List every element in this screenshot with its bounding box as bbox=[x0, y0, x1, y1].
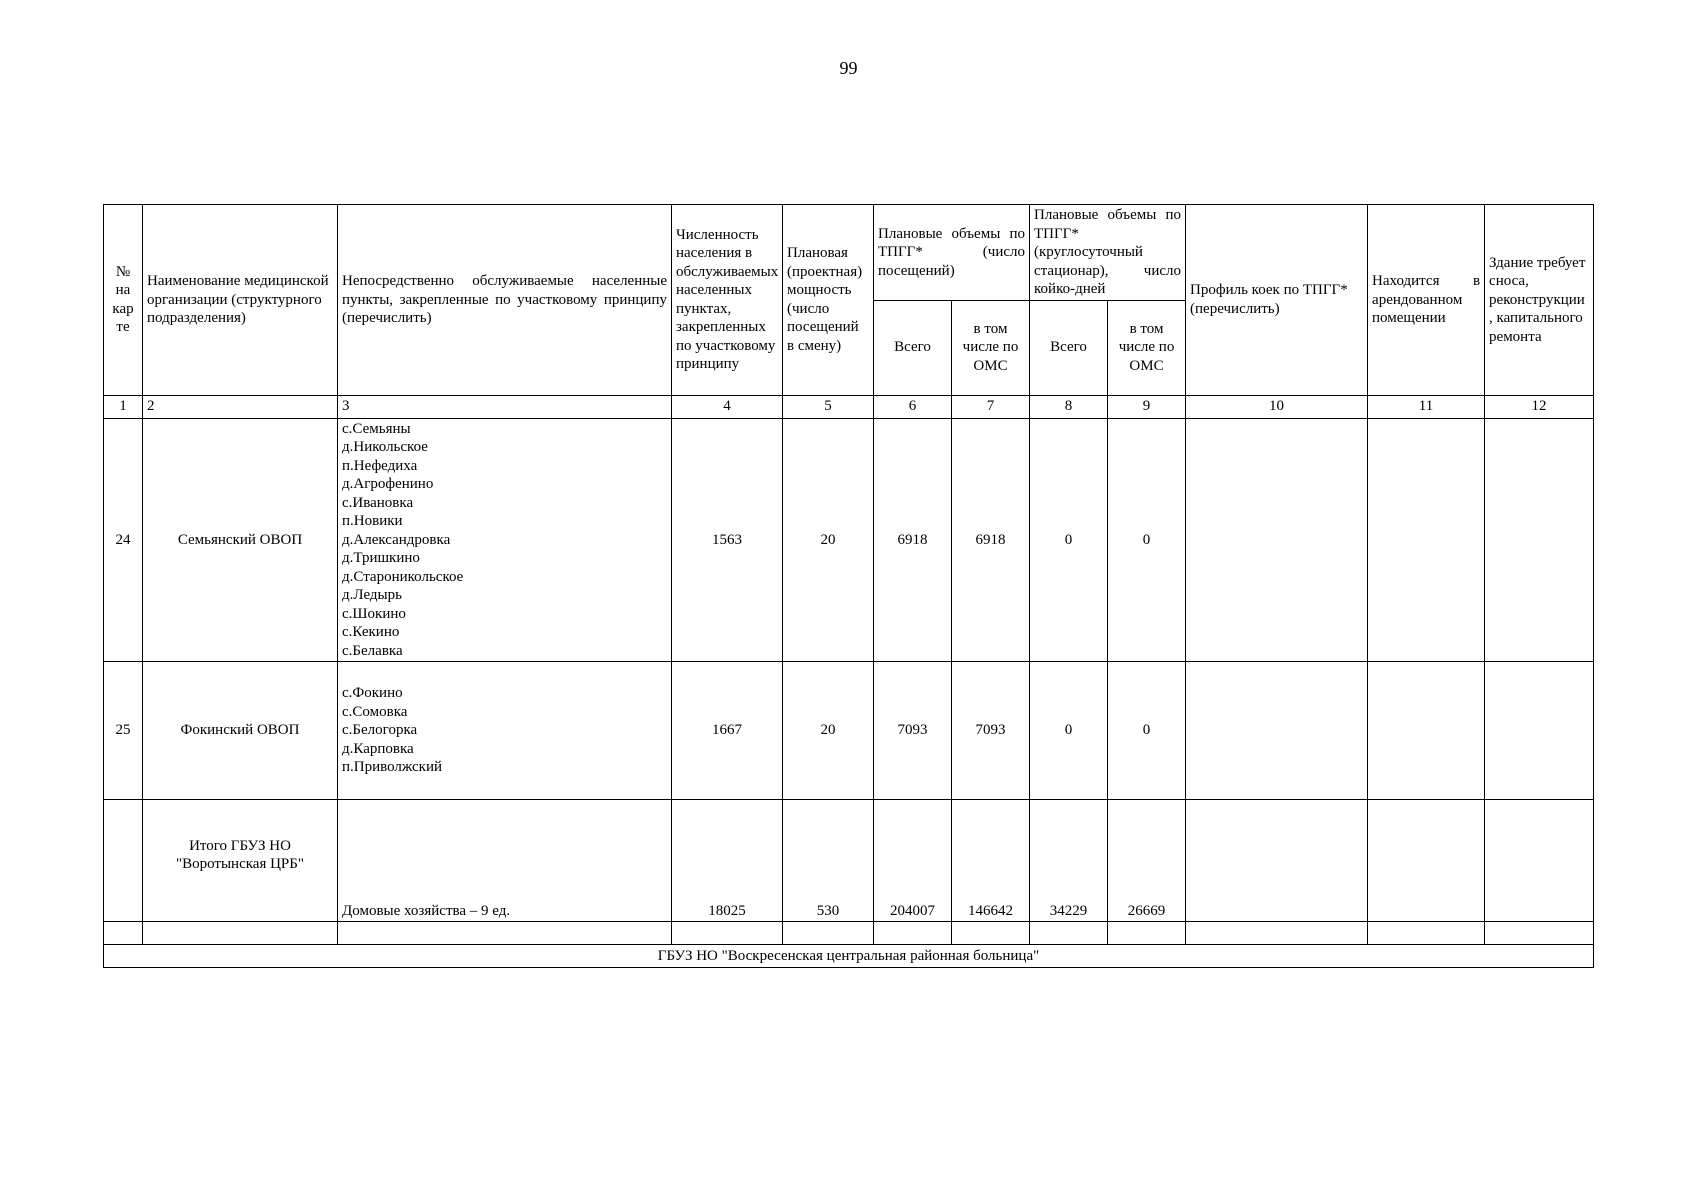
visits-oms-value: 6918 bbox=[952, 418, 1030, 662]
header-repair-needed: Здание требует сноса, реконструкции , капитального ремонта bbox=[1485, 205, 1594, 396]
total-visits-oms: 146642 bbox=[952, 800, 1030, 922]
column-number: 6 bbox=[874, 395, 952, 418]
place-item: с.Белавка bbox=[342, 642, 403, 659]
header-beddays-oms: в том числе по ОМС bbox=[1108, 300, 1186, 395]
total-places: Домовые хозяйства – 9 ед. bbox=[338, 800, 672, 922]
empty-cell bbox=[952, 922, 1030, 945]
rented-value bbox=[1368, 662, 1485, 800]
row-number: 25 bbox=[104, 662, 143, 800]
total-repair bbox=[1485, 800, 1594, 922]
column-number: 10 bbox=[1186, 395, 1368, 418]
served-places-list bbox=[338, 418, 672, 662]
empty-row bbox=[104, 922, 1594, 945]
column-number: 8 bbox=[1030, 395, 1108, 418]
column-number: 11 bbox=[1368, 395, 1485, 418]
place-item: с.Сомовка bbox=[342, 703, 408, 720]
population-value: 1563 bbox=[672, 418, 783, 662]
beddays-oms-value: 0 bbox=[1108, 662, 1186, 800]
rented-value bbox=[1368, 418, 1485, 662]
place-item: д.Тришкино bbox=[342, 550, 420, 566]
place-item: д.Александровка bbox=[342, 531, 451, 548]
beddays-total-value: 0 bbox=[1030, 662, 1108, 800]
visits-total-value: 7093 bbox=[874, 662, 952, 800]
header-org-name: Наименование медицинской организации (структурного подразделения) bbox=[143, 205, 338, 396]
place-item: д.Карповка bbox=[342, 740, 414, 757]
header-visits-group: Плановые объемы по ТПГГ* (число посещений) bbox=[874, 205, 1030, 301]
empty-cell bbox=[1108, 922, 1186, 945]
empty-cell bbox=[783, 922, 874, 945]
column-number: 4 bbox=[672, 395, 783, 418]
population-value: 1667 bbox=[672, 662, 783, 800]
empty-cell bbox=[338, 922, 672, 945]
total-beddays-total: 34229 bbox=[1030, 800, 1108, 922]
bed-profile-value bbox=[1186, 418, 1368, 662]
total-row bbox=[104, 800, 1594, 922]
total-bed-profile bbox=[1186, 800, 1368, 922]
header-served-places: Непосредственно обслуживаемые населенные пункты, закрепленные по участковому принципу (перечислить) bbox=[338, 205, 672, 396]
column-number: 9 bbox=[1108, 395, 1186, 418]
empty-cell bbox=[1485, 922, 1594, 945]
capacity-value: 20 bbox=[783, 418, 874, 662]
place-item: с.Ивановка bbox=[342, 494, 414, 511]
header-map-number: № на кар те bbox=[104, 205, 143, 396]
section-title: ГБУЗ НО "Воскресенская центральная районная больница" bbox=[104, 945, 1594, 968]
empty-cell bbox=[1368, 922, 1485, 945]
org-name: Семьянский ОВОП bbox=[143, 418, 338, 662]
place-item: д.Ледырь bbox=[342, 587, 402, 603]
bed-profile-value bbox=[1186, 662, 1368, 800]
facilities-table bbox=[103, 204, 1594, 968]
header-visits-oms: в том числе по ОМС bbox=[952, 300, 1030, 395]
header-row-1 bbox=[104, 205, 1594, 301]
total-row-number bbox=[104, 800, 143, 922]
column-number: 3 bbox=[338, 395, 672, 418]
place-item: д.Староникольское bbox=[342, 568, 464, 585]
place-item: с.Кекино bbox=[342, 624, 400, 640]
beddays-total-value: 0 bbox=[1030, 418, 1108, 662]
total-population: 18025 bbox=[672, 800, 783, 922]
served-places-list bbox=[338, 662, 672, 800]
column-number: 7 bbox=[952, 395, 1030, 418]
header-beddays-total: Всего bbox=[1030, 300, 1108, 395]
total-visits-total: 204007 bbox=[874, 800, 952, 922]
total-beddays-oms: 26669 bbox=[1108, 800, 1186, 922]
place-item: п.Новики bbox=[342, 513, 403, 529]
repair-value bbox=[1485, 662, 1594, 800]
place-item: п.Нефедиха bbox=[342, 457, 418, 474]
place-item: с.Фокино bbox=[342, 685, 403, 702]
place-item: п.Приволжский bbox=[342, 759, 442, 776]
column-number: 1 bbox=[104, 395, 143, 418]
total-name-line1: Итого ГБУЗ НО bbox=[189, 837, 291, 854]
column-number: 5 bbox=[783, 395, 874, 418]
empty-cell bbox=[672, 922, 783, 945]
section-row bbox=[104, 945, 1594, 968]
total-rented bbox=[1368, 800, 1485, 922]
capacity-value: 20 bbox=[783, 662, 874, 800]
place-item: с.Белогорка bbox=[342, 722, 418, 739]
header-bed-profile: Профиль коек по ТПГГ* (перечислить) bbox=[1186, 205, 1368, 396]
header-visits-total: Всего bbox=[874, 300, 952, 395]
empty-cell bbox=[1030, 922, 1108, 945]
table-row bbox=[104, 418, 1594, 662]
table-row bbox=[104, 662, 1594, 800]
empty-cell bbox=[143, 922, 338, 945]
empty-cell bbox=[874, 922, 952, 945]
header-capacity: Плановая (проектная) мощность (число посещений в смену) bbox=[783, 205, 874, 396]
beddays-oms-value: 0 bbox=[1108, 418, 1186, 662]
total-name-line2: "Воротынская ЦРБ" bbox=[175, 856, 305, 872]
org-name: Фокинский ОВОП bbox=[143, 662, 338, 800]
visits-total-value: 6918 bbox=[874, 418, 952, 662]
page-number: 99 bbox=[839, 58, 858, 78]
visits-oms-value: 7093 bbox=[952, 662, 1030, 800]
repair-value bbox=[1485, 418, 1594, 662]
row-number: 24 bbox=[104, 418, 143, 662]
total-capacity: 530 bbox=[783, 800, 874, 922]
column-number: 2 bbox=[143, 395, 338, 418]
place-item: с.Семьяны bbox=[342, 420, 411, 437]
place-item: д.Агрофенино bbox=[342, 476, 434, 492]
header-beddays-group: Плановые объемы по ТПГГ* (круглосуточный стационар), число койко-дней bbox=[1030, 205, 1186, 301]
header-rented: Находится в арендованном помещении bbox=[1368, 205, 1485, 396]
empty-cell bbox=[104, 922, 143, 945]
column-numbers-row bbox=[104, 395, 1594, 418]
place-item: с.Шокино bbox=[342, 605, 406, 622]
column-number: 12 bbox=[1485, 395, 1594, 418]
empty-cell bbox=[1186, 922, 1368, 945]
place-item: д.Никольское bbox=[342, 439, 428, 455]
header-population: Численность населения в обслуживаемых населенных пунктах, закрепленных по участковому принципу bbox=[672, 205, 783, 396]
total-name bbox=[143, 800, 338, 922]
